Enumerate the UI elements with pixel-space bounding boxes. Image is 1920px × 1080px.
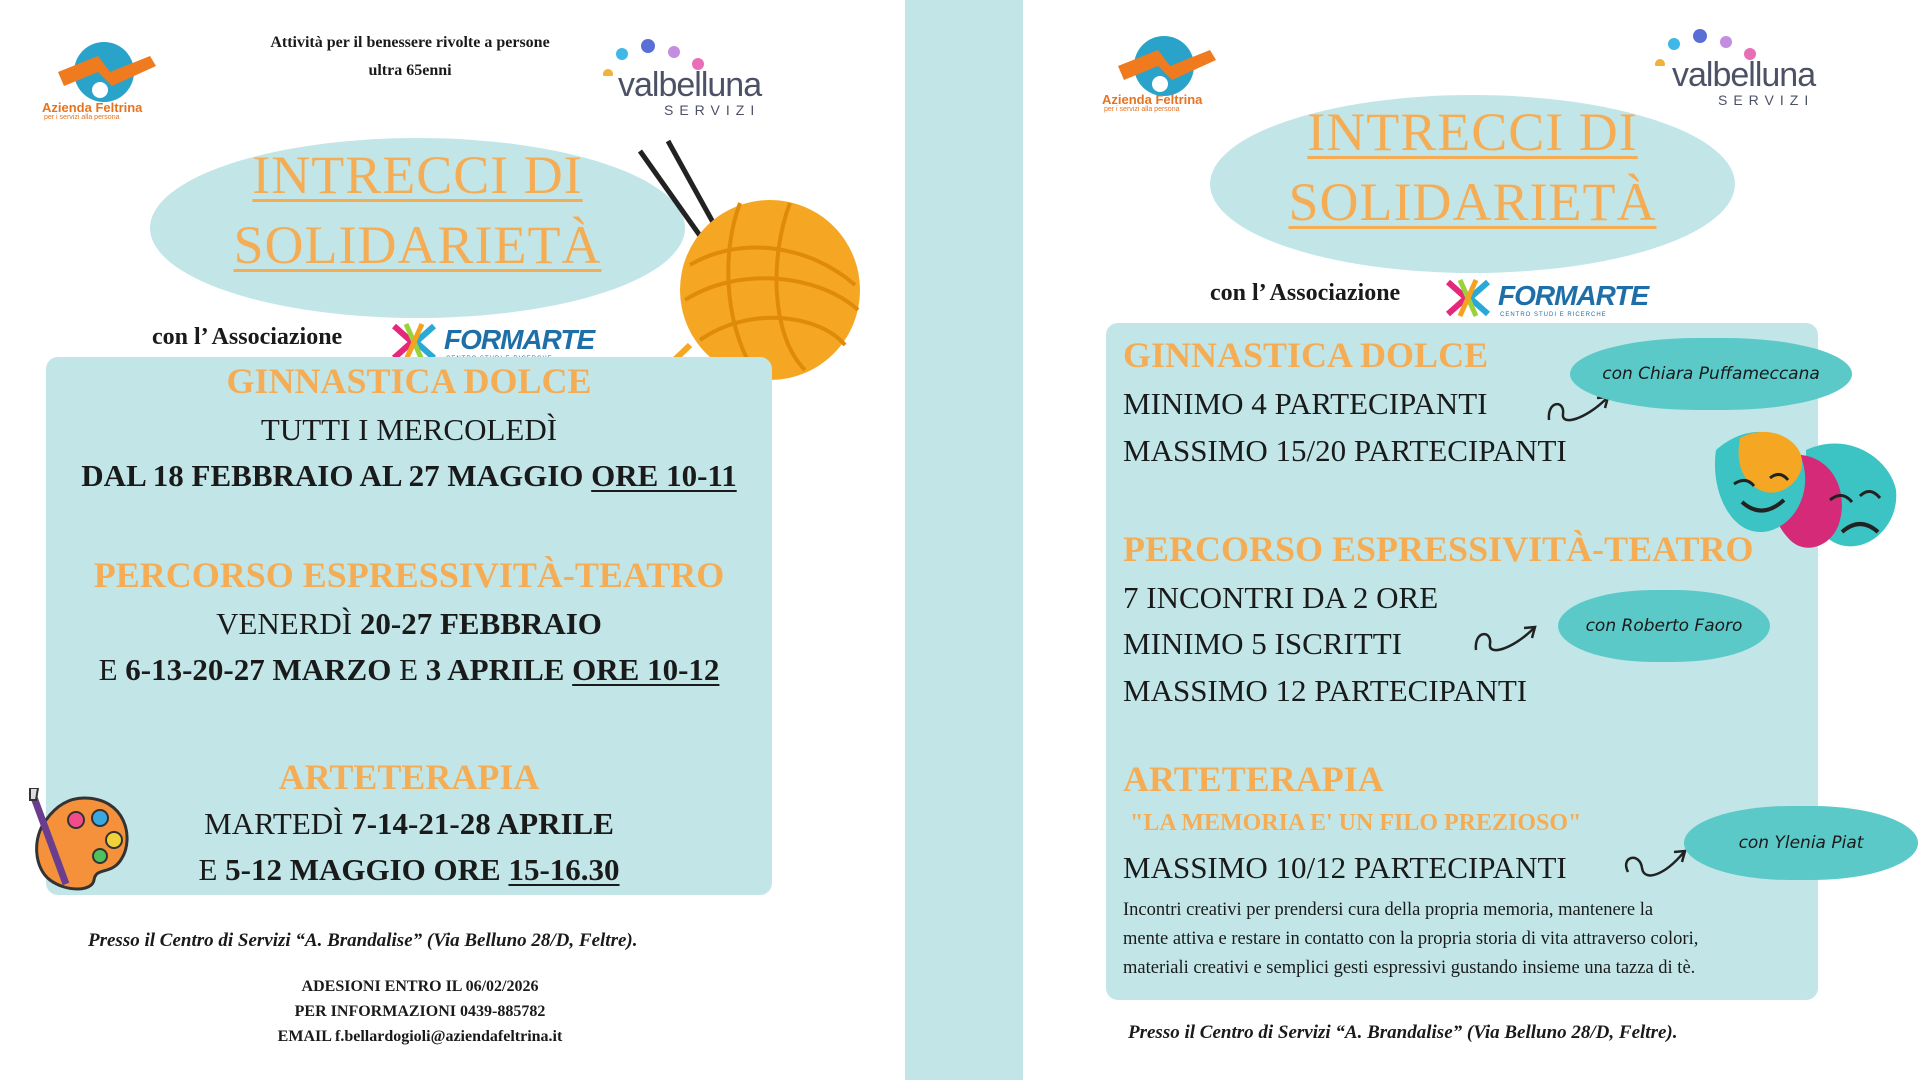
left-arte-line-1: [46, 806, 772, 842]
paint-palette-icon: [26, 788, 136, 898]
left-teatro-apr: 3 APRILE: [425, 652, 573, 687]
assoc-label: con l’ Associazione: [152, 324, 343, 350]
right-teatro-heading: PERCORSO ESPRESSIVITÀ-TEATRO: [1123, 529, 1754, 569]
left-arte-line-2: [46, 852, 772, 888]
right-assoc-label: con l’ Associazione: [1210, 280, 1401, 306]
left-teatro-day: VENERDÌ: [216, 606, 360, 641]
azienda-feltrina-emblem-icon: [38, 32, 168, 104]
left-arte-hours: 15-16.30: [508, 852, 620, 887]
left-teatro-line-2: [46, 652, 772, 688]
left-arte-heading: ARTETERAPIA: [278, 757, 540, 797]
right-arte-desc-3: materiali creativi e semplici gesti espressivi gustando insieme una tazza di tè.: [1123, 958, 1696, 978]
right-teatro-line-3: MASSIMO 12 PARTECIPANTI: [1123, 673, 1528, 708]
arrow-arte-icon: [1620, 842, 1690, 886]
right-azienda-feltrina-logo: [1098, 26, 1228, 116]
left-venue: Presso il Centro di Servizi “A. Brandalise” (Via Belluno 28/D, Feltre).: [88, 930, 638, 951]
valbelluna-sub: SERVIZI: [664, 102, 761, 118]
bubble-roberto: con Roberto Faoro: [1558, 590, 1770, 662]
bubble-ylenia: con Ylenia Piat: [1684, 806, 1918, 880]
right-azienda-emblem-icon: [1098, 26, 1228, 98]
left-arte-and: E: [198, 852, 226, 887]
left-ginnastica-dates: DAL 18 FEBBRAIO AL 27 MAGGIO: [81, 458, 592, 493]
right-valbelluna-logo: [1652, 26, 1852, 112]
right-ginnastica-heading: GINNASTICA DOLCE: [1123, 335, 1489, 375]
right-title-line-2: SOLIDARIETÀ: [1288, 172, 1657, 232]
right-arte-subtitle: "LA MEMORIA E' UN FILO PREZIOSO": [1130, 810, 1582, 836]
right-formarte-name: FORMARTE: [1498, 280, 1649, 311]
left-teatro-and-1: E: [98, 652, 126, 687]
right-teatro-line-1: 7 INCONTRI DA 2 ORE: [1123, 580, 1439, 615]
left-arte-day: MARTEDÌ: [204, 806, 352, 841]
azienda-feltrina-logo: [38, 32, 168, 122]
right-title-cloud: [1210, 95, 1735, 273]
right-arte-heading: ARTETERAPIA: [1123, 759, 1384, 799]
left-arte-may: 5-12 MAGGIO ORE: [225, 852, 509, 887]
left-teatro-line-1: [46, 606, 772, 642]
valbelluna-logo: [600, 36, 800, 122]
left-teatro-feb: 20-27 FEBBRAIO: [359, 606, 602, 641]
left-arte-apr: 7-14-21-28 APRILE: [351, 806, 614, 841]
right-formarte-mark-icon: [1446, 278, 1490, 318]
right-formarte-sub: CENTRO STUDI E RICERCHE: [1500, 312, 1607, 318]
tagline-line-2: ultra 65enni: [368, 62, 452, 79]
title-line-2: SOLIDARIETÀ: [233, 215, 602, 275]
right-ginnastica-line-1: MINIMO 4 PARTECIPANTI: [1123, 386, 1488, 421]
title-cloud: [150, 138, 685, 318]
right-azienda-logo-sub: per i servizi alla persona: [1104, 106, 1180, 113]
right-valbelluna-sub: SERVIZI: [1718, 92, 1815, 108]
divider-strip: [905, 0, 1023, 1080]
azienda-logo-sub: per i servizi alla persona: [44, 114, 120, 121]
azienda-logo-name: Azienda Feltrina: [42, 100, 143, 115]
bubble-chiara: con Chiara Puffameccana: [1570, 338, 1852, 410]
left-teatro-hours: ORE 10-12: [572, 652, 720, 687]
left-ginnastica-line-1: TUTTI I MERCOLEDÌ: [260, 412, 558, 447]
left-ginnastica-line-2: [46, 458, 772, 494]
right-arte-line-1: MASSIMO 10/12 PARTECIPANTI: [1123, 850, 1567, 885]
right-azienda-logo-name: Azienda Feltrina: [1102, 92, 1203, 107]
right-valbelluna-name: valbelluna: [1672, 56, 1816, 94]
right-arte-desc-2: mente attiva e restare in contatto con la propria storia di vita attraverso colori,: [1123, 929, 1699, 949]
right-title-line-1: INTRECCI DI: [1307, 102, 1638, 162]
left-teatro-and-2: E: [391, 652, 426, 687]
left-ginnastica-hours: ORE 10-11: [591, 458, 737, 493]
formarte-mark-icon: [392, 322, 436, 362]
formarte-name: FORMARTE: [444, 324, 595, 355]
left-email: EMAIL f.bellardogioli@aziendafeltrina.it: [277, 1028, 563, 1045]
valbelluna-name: valbelluna: [618, 66, 762, 104]
right-ginnastica-line-2: MASSIMO 15/20 PARTECIPANTI: [1123, 433, 1567, 468]
right-venue: Presso il Centro di Servizi “A. Brandalise” (Via Belluno 28/D, Feltre).: [1128, 1022, 1678, 1043]
left-info-phone: PER INFORMAZIONI 0439-885782: [294, 1003, 546, 1020]
arrow-teatro-icon: [1472, 620, 1542, 660]
left-teatro-heading: PERCORSO ESPRESSIVITÀ-TEATRO: [93, 555, 725, 595]
title-line-1: INTRECCI DI: [252, 145, 583, 205]
tagline-line-1: Attività per il benessere rivolte a persone: [270, 34, 550, 51]
left-adesioni: ADESIONI ENTRO IL 06/02/2026: [301, 978, 539, 995]
left-teatro-mar: 6-13-20-27 MARZO: [125, 652, 392, 687]
left-ginnastica-heading: GINNASTICA DOLCE: [226, 361, 592, 401]
right-arte-desc-1: Incontri creativi per prendersi cura della propria memoria, mantenere la: [1123, 900, 1654, 920]
right-teatro-line-2: MINIMO 5 ISCRITTI: [1123, 626, 1402, 661]
right-formarte-logo: [1446, 278, 1649, 322]
